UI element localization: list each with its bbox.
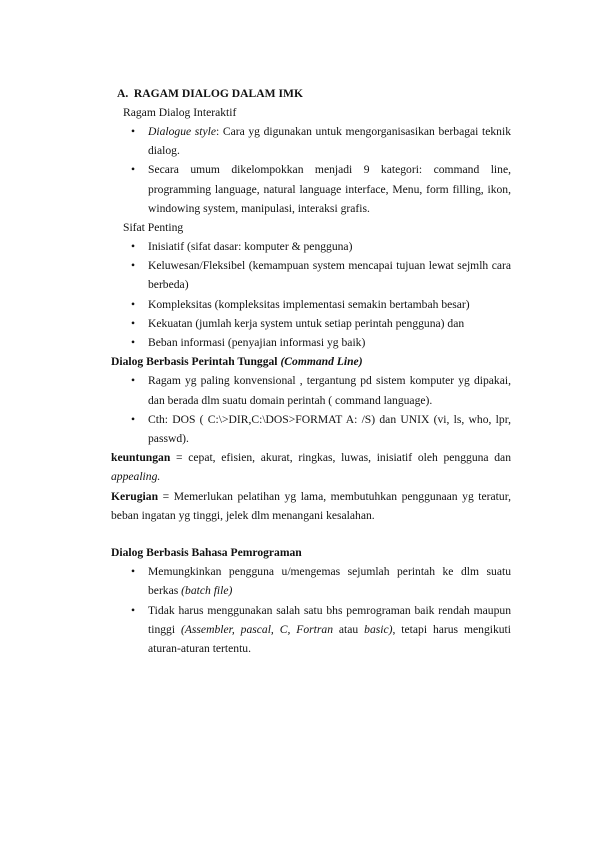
kerugian-label: Kerugian — [111, 489, 159, 503]
item-text: Tidak harus menggunakan salah satu bhs pemrograman baik rendah maupun tinggi — [148, 603, 511, 636]
bullet-icon: • — [131, 125, 136, 138]
section-title: RAGAM DIALOG DALAM IMK — [133, 87, 303, 100]
item-text: Beban informasi (penyajian informasi yg baik) — [148, 336, 366, 350]
item-text: Kompleksitas (kompleksitas implementasi semakin bertambah besar) — [148, 297, 470, 311]
list-item — [111, 601, 511, 659]
title-text: Dialog Berbasis Perintah Tunggal — [111, 355, 278, 369]
bullet-icon: • — [131, 259, 136, 273]
list-item — [111, 333, 511, 352]
item-text: Secara umum dikelompokkan menjadi 9 kategori: command line, programming language, natural language interface, Menu, form filling, ikon, windowing system, manipulasi, interaksi grafis. — [148, 163, 511, 215]
bullet-icon: • — [131, 374, 136, 388]
list-item — [111, 295, 511, 314]
list-item — [111, 122, 511, 160]
list-item — [111, 371, 511, 409]
section-heading — [117, 84, 511, 103]
item-text: Memungkinkan pengguna u/mengemas sejumlah perintah ke dlm suatu berkas — [148, 565, 511, 598]
subsection-title-interaktif: Ragam Dialog Interaktif — [123, 106, 237, 119]
list-item — [111, 314, 511, 333]
section-title-command-line — [111, 352, 511, 371]
kerugian-paragraph — [111, 487, 511, 525]
item-text: atau — [333, 622, 365, 636]
programming-list — [111, 562, 511, 658]
bullet-icon: • — [131, 163, 136, 177]
list-item — [111, 410, 511, 448]
title-em: (Command Line) — [280, 355, 363, 369]
item-text: , tetapi harus mengikuti aturan-aturan tertentu. — [148, 622, 511, 656]
command-line-list — [111, 371, 511, 448]
bullet-icon: • — [131, 565, 136, 579]
bullet-icon: • — [131, 297, 136, 311]
item-text: Inisiatif (sifat dasar: komputer & pengguna) — [148, 240, 353, 254]
document-body — [111, 84, 511, 658]
list-item — [111, 256, 511, 294]
section-number: A. — [117, 87, 129, 100]
item-text: : Cara yg digunakan untuk mengorganisasikan berbagai teknik dialog. — [148, 125, 511, 158]
subsection-title-sifat: Sifat Penting — [123, 221, 184, 235]
item-em: basic) — [364, 622, 393, 636]
bullet-icon: • — [131, 412, 136, 426]
item-em: (Assembler, pascal, C, Fortran — [180, 622, 333, 636]
list-item — [111, 160, 511, 218]
item-text: Keluwesan/Fleksibel (kemampuan system mencapai tujuan lewat sejmlh cara berbeda) — [148, 259, 511, 292]
term: Dialogue style — [148, 125, 217, 138]
item-text: Kekuatan (jumlah kerja system untuk setiap perintah pengguna) dan — [148, 316, 465, 330]
sifat-list — [111, 237, 511, 352]
keuntungan-em: appealing. — [111, 470, 161, 484]
list-item — [111, 562, 511, 600]
item-text: Ragam yg paling konvensional , tergantung pd sistem komputer yg dipakai, dan berada dlm suatu domain perintah ( command language). — [148, 374, 511, 407]
bullet-icon: • — [131, 336, 136, 350]
keuntungan-paragraph — [111, 448, 511, 486]
item-em: (batch file) — [181, 584, 233, 598]
bullet-icon: • — [131, 603, 136, 617]
spacer — [111, 525, 511, 543]
kerugian-text: = Memerlukan pelatihan yg lama, membutuhkan penggunaan yg teratur, beban ingatan yg tinggi, jelek dlm menangani kesalahan. — [111, 489, 511, 522]
list-item — [111, 237, 511, 256]
bullet-icon: • — [131, 316, 136, 330]
section-title-programming: Dialog Berbasis Bahasa Pemrograman — [111, 546, 302, 560]
keuntungan-text: = cepat, efisien, akurat, ringkas, luwas, inisiatif oleh pengguna dan — [170, 451, 511, 465]
keuntungan-label: keuntungan — [111, 451, 171, 465]
item-text: Cth: DOS ( C:\>DIR,C:\DOS>FORMAT A: /S) dan UNIX (vi, ls, who, lpr, passwd). — [148, 412, 511, 446]
bullet-icon: • — [131, 240, 136, 254]
interaktif-list — [111, 122, 511, 218]
